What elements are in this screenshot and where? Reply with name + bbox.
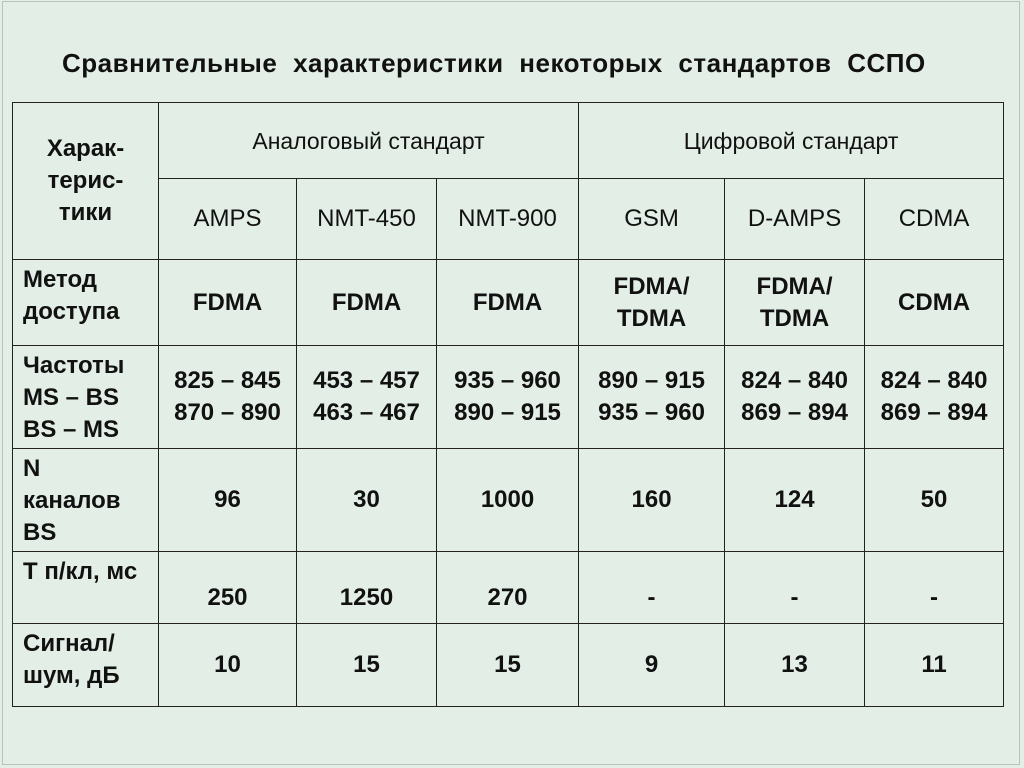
standard-header-gsm: GSM bbox=[579, 179, 725, 260]
corner-header-label: Харак- терис- тики bbox=[46, 135, 125, 226]
table-cell: 96 bbox=[159, 449, 297, 552]
table-cell: 250 bbox=[159, 552, 297, 624]
row-header-access-method: Метод доступа bbox=[13, 260, 159, 346]
table-cell: 15 bbox=[437, 624, 579, 707]
table-cell: 11 bbox=[865, 624, 1004, 707]
table-cell: 30 bbox=[297, 449, 437, 552]
standards-header-row bbox=[13, 179, 1004, 260]
slide-title: Сравнительные характеристики некоторых стандартов ССПО bbox=[62, 48, 926, 78]
table-cell: - bbox=[725, 552, 865, 624]
table-cell: 824 – 840 869 – 894 bbox=[865, 346, 1004, 449]
table-cell: 825 – 845 870 – 890 bbox=[159, 346, 297, 449]
table-cell: 13 bbox=[725, 624, 865, 707]
standard-header-damps: D-AMPS bbox=[725, 179, 865, 260]
table-row bbox=[13, 346, 1004, 449]
group-header-row bbox=[13, 103, 1004, 179]
table-row bbox=[13, 552, 1004, 624]
comparison-table bbox=[12, 102, 1004, 707]
table-cell: 1000 bbox=[437, 449, 579, 552]
table-cell: 9 bbox=[579, 624, 725, 707]
table-cell: 453 – 457 463 – 467 bbox=[297, 346, 437, 449]
table-cell: 935 – 960 890 – 915 bbox=[437, 346, 579, 449]
table-cell: 50 bbox=[865, 449, 1004, 552]
row-header-handoff-time: Т п/кл, мс bbox=[13, 552, 159, 624]
corner-header-cell bbox=[13, 103, 159, 260]
standard-header-nmt900: NMT-900 bbox=[437, 179, 579, 260]
standard-header-nmt450: NMT-450 bbox=[297, 179, 437, 260]
digital-standard-header: Цифровой стандарт bbox=[579, 103, 1004, 179]
table-cell: 824 – 840 869 – 894 bbox=[725, 346, 865, 449]
table-cell: - bbox=[865, 552, 1004, 624]
table-cell: 890 – 915 935 – 960 bbox=[579, 346, 725, 449]
row-header-frequencies: Частоты MS – BS BS – MS bbox=[13, 346, 159, 449]
table-row bbox=[13, 624, 1004, 707]
row-header-signal-noise: Сигнал/ шум, дБ bbox=[13, 624, 159, 707]
table-cell: 1250 bbox=[297, 552, 437, 624]
standard-header-amps: AMPS bbox=[159, 179, 297, 260]
table-cell: 10 bbox=[159, 624, 297, 707]
table-cell: FDMA bbox=[159, 260, 297, 346]
table-cell: 15 bbox=[297, 624, 437, 707]
table-cell: 270 bbox=[437, 552, 579, 624]
row-header-channel-count: N каналов BS bbox=[13, 449, 159, 552]
table-cell: FDMA bbox=[297, 260, 437, 346]
table-row bbox=[13, 260, 1004, 346]
table-cell: FDMA bbox=[437, 260, 579, 346]
table-cell: CDMA bbox=[865, 260, 1004, 346]
standard-header-cdma: CDMA bbox=[865, 179, 1004, 260]
table-cell: FDMA/ TDMA bbox=[725, 260, 865, 346]
table-row bbox=[13, 449, 1004, 552]
table-cell: - bbox=[579, 552, 725, 624]
table-cell: 160 bbox=[579, 449, 725, 552]
table-cell: FDMA/ TDMA bbox=[579, 260, 725, 346]
table-cell: 124 bbox=[725, 449, 865, 552]
analog-standard-header: Аналоговый стандарт bbox=[159, 103, 579, 179]
